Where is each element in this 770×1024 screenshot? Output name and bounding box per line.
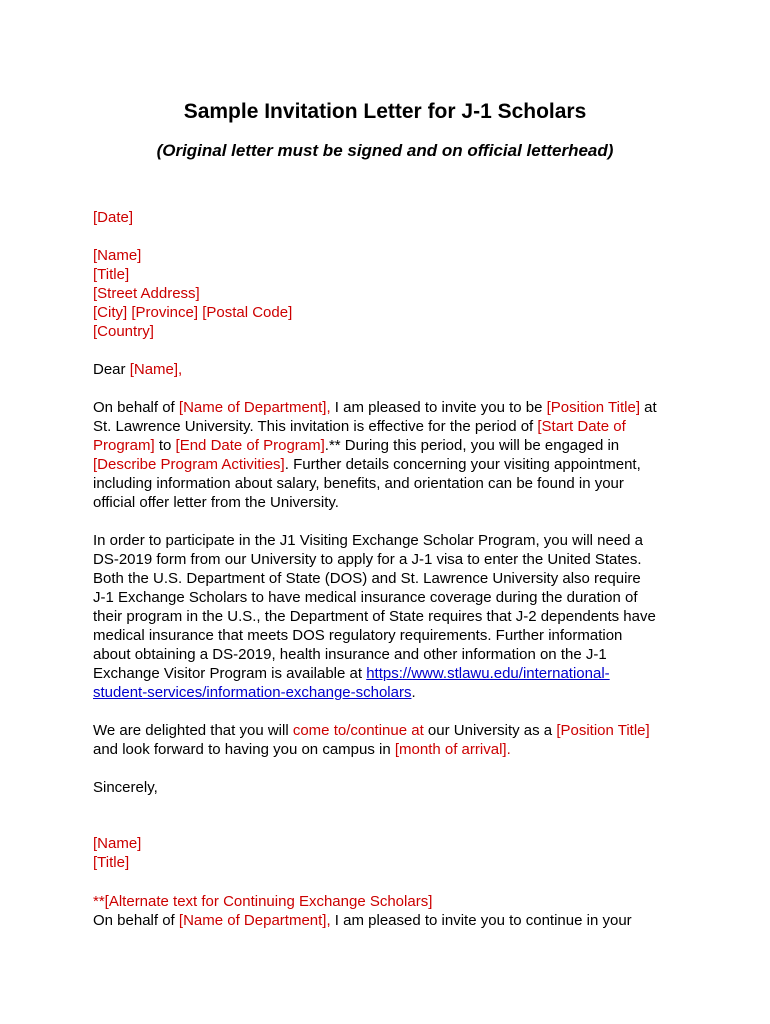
p3-month-placeholder: [month of arrival]. — [394, 741, 511, 758]
p1-text: . Further details concerning your visiting appointment, — [284, 456, 641, 473]
p1-text: St. Lawrence University. This invitation is effective for the period of — [93, 418, 538, 435]
closing — [93, 778, 693, 797]
p2-text: DS-2019 form from our University to apply for a J-1 visa to enter the United States. — [93, 551, 642, 568]
recipient-street: [Street Address] — [93, 285, 200, 302]
p1-text: at — [640, 399, 657, 416]
p1-text: On behalf of — [93, 399, 179, 416]
p3-come-continue-placeholder: come to/continue at — [292, 722, 424, 739]
p3-position-placeholder: [Position Title] — [556, 722, 650, 739]
alt-text: On behalf of — [93, 912, 179, 929]
p1-start-date-placeholder: [Start Date of — [537, 418, 626, 435]
p2-text: their program in the U.S., the Department of State requires that J-2 dependents have — [93, 608, 656, 625]
p2-text: In order to participate in the J1 Visiting Exchange Scholar Program, you will need a — [93, 532, 644, 549]
exchange-scholars-link[interactable]: https://www.stlawu.edu/international- — [366, 665, 610, 682]
date-text: [Date] — [93, 209, 134, 226]
paragraph-invitation — [93, 398, 693, 512]
p1-end-date-placeholder: [End Date of Program] — [175, 437, 325, 454]
p3-text: our University as a — [423, 722, 557, 739]
recipient-address-block — [93, 246, 693, 341]
p1-position-placeholder: [Position Title] — [546, 399, 640, 416]
p1-text: I am pleased to invite you to be — [330, 399, 547, 416]
paragraph-welcome — [93, 721, 693, 759]
p2-text: Both the U.S. Department of State (DOS) and St. Lawrence University also require — [93, 570, 641, 587]
p1-text: official offer letter from the University. — [93, 494, 339, 511]
salutation — [93, 360, 693, 379]
recipient-name: [Name] — [93, 247, 142, 264]
paragraph-requirements — [93, 531, 693, 702]
recipient-title: [Title] — [93, 266, 130, 283]
signer-title: [Title] — [93, 854, 130, 871]
p1-text: including information about salary, benefits, and orientation can be found in your — [93, 475, 624, 492]
closing-sincerely: Sincerely, — [93, 779, 158, 796]
p2-text: Exchange Visitor Program is available at — [93, 665, 367, 682]
alt-text: I am pleased to invite you to continue in your — [330, 912, 632, 929]
exchange-scholars-link[interactable]: student-services/information-exchange-scholars — [93, 684, 412, 701]
page-subtitle: (Original letter must be signed and on official letterhead) — [156, 141, 614, 160]
signer-name: [Name] — [93, 835, 142, 852]
recipient-country: [Country] — [93, 323, 154, 340]
alt-department-placeholder: [Name of Department], — [178, 912, 331, 929]
p2-text: . — [411, 684, 416, 701]
p2-text: J-1 Exchange Scholars to have medical insurance coverage during the duration of — [93, 589, 638, 606]
p2-text: about obtaining a DS-2019, health insurance and other information on the J-1 — [93, 646, 607, 663]
page-title: Sample Invitation Letter for J-1 Scholars — [183, 100, 587, 123]
p1-start-date-placeholder: Program] — [93, 437, 155, 454]
salutation-prefix: Dear — [93, 361, 130, 378]
p2-text: medical insurance that meets DOS regulatory requirements. Further information — [93, 627, 623, 644]
salutation-name: [Name], — [129, 361, 183, 378]
p1-text: .** During this period, you will be engaged in — [324, 437, 620, 454]
p1-department-placeholder: [Name of Department], — [178, 399, 331, 416]
recipient-city-line: [City] [Province] [Postal Code] — [93, 304, 293, 321]
alternate-text-block — [93, 892, 693, 930]
date-placeholder — [93, 208, 693, 227]
alternate-heading: **[Alternate text for Continuing Exchange Scholars] — [93, 893, 433, 910]
p1-text: to — [154, 437, 176, 454]
signature-block — [93, 834, 693, 872]
p3-text: and look forward to having you on campus in — [93, 741, 395, 758]
p3-text: We are delighted that you will — [93, 722, 293, 739]
p1-activities-placeholder: [Describe Program Activities] — [93, 456, 285, 473]
